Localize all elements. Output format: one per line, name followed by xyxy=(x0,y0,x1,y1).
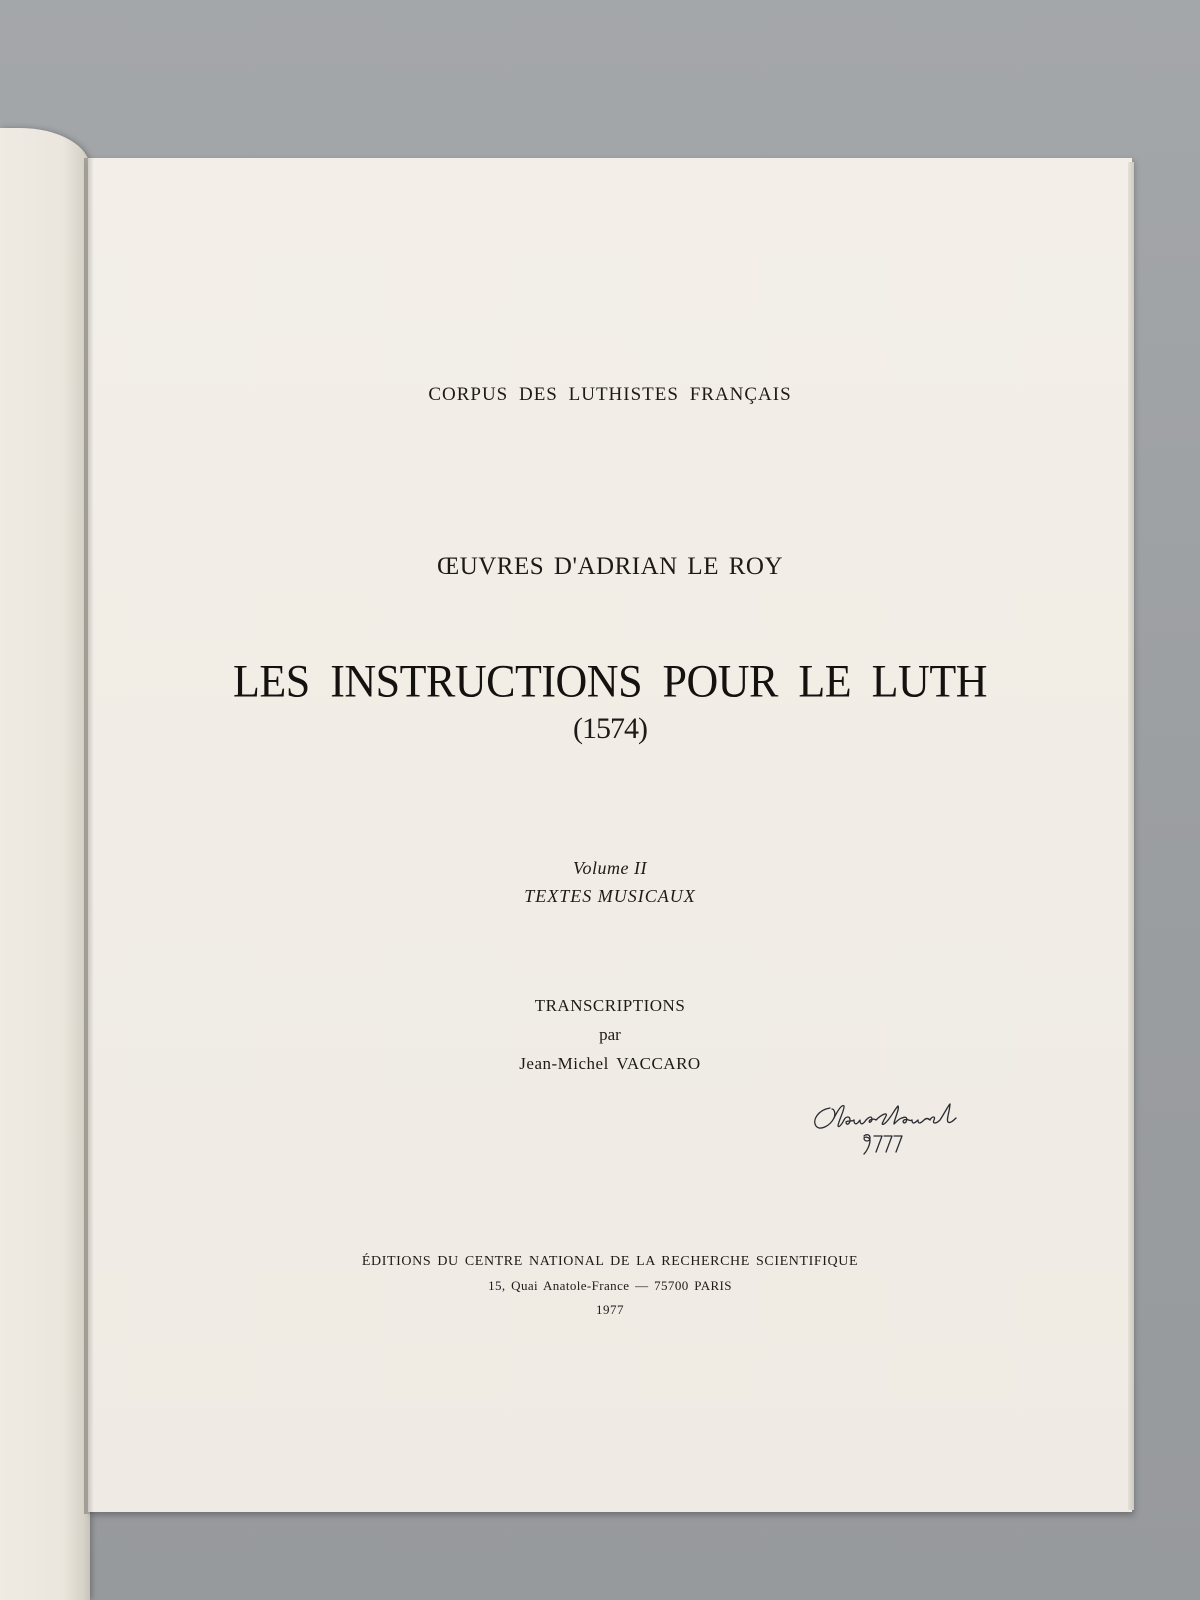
publication-year: 1977 xyxy=(596,1302,624,1317)
handwritten-signature xyxy=(808,1100,968,1160)
title-year: (1574) xyxy=(573,712,647,745)
main-title: LES INSTRUCTIONS POUR LE LUTH xyxy=(233,655,987,708)
author-name: Jean-Michel VACCARO xyxy=(519,1054,701,1073)
series-title: CORPUS DES LUTHISTES FRANÇAIS xyxy=(428,384,792,405)
volume-label: Volume II xyxy=(573,858,647,878)
publisher-name: ÉDITIONS DU CENTRE NATIONAL DE LA RECHERCHE SCIENTIFIQUE xyxy=(361,1254,859,1269)
publisher-address: 15, Quai Anatole-France — 75700 PARIS xyxy=(488,1278,732,1293)
works-heading: ŒUVRES D'ADRIAN LE ROY xyxy=(436,553,784,580)
transcriptions-label: TRANSCRIPTIONS xyxy=(534,996,686,1015)
volume-subtitle: TEXTES MUSICAUX xyxy=(524,886,696,906)
left-page xyxy=(0,128,90,1600)
par-label: par xyxy=(599,1025,621,1044)
